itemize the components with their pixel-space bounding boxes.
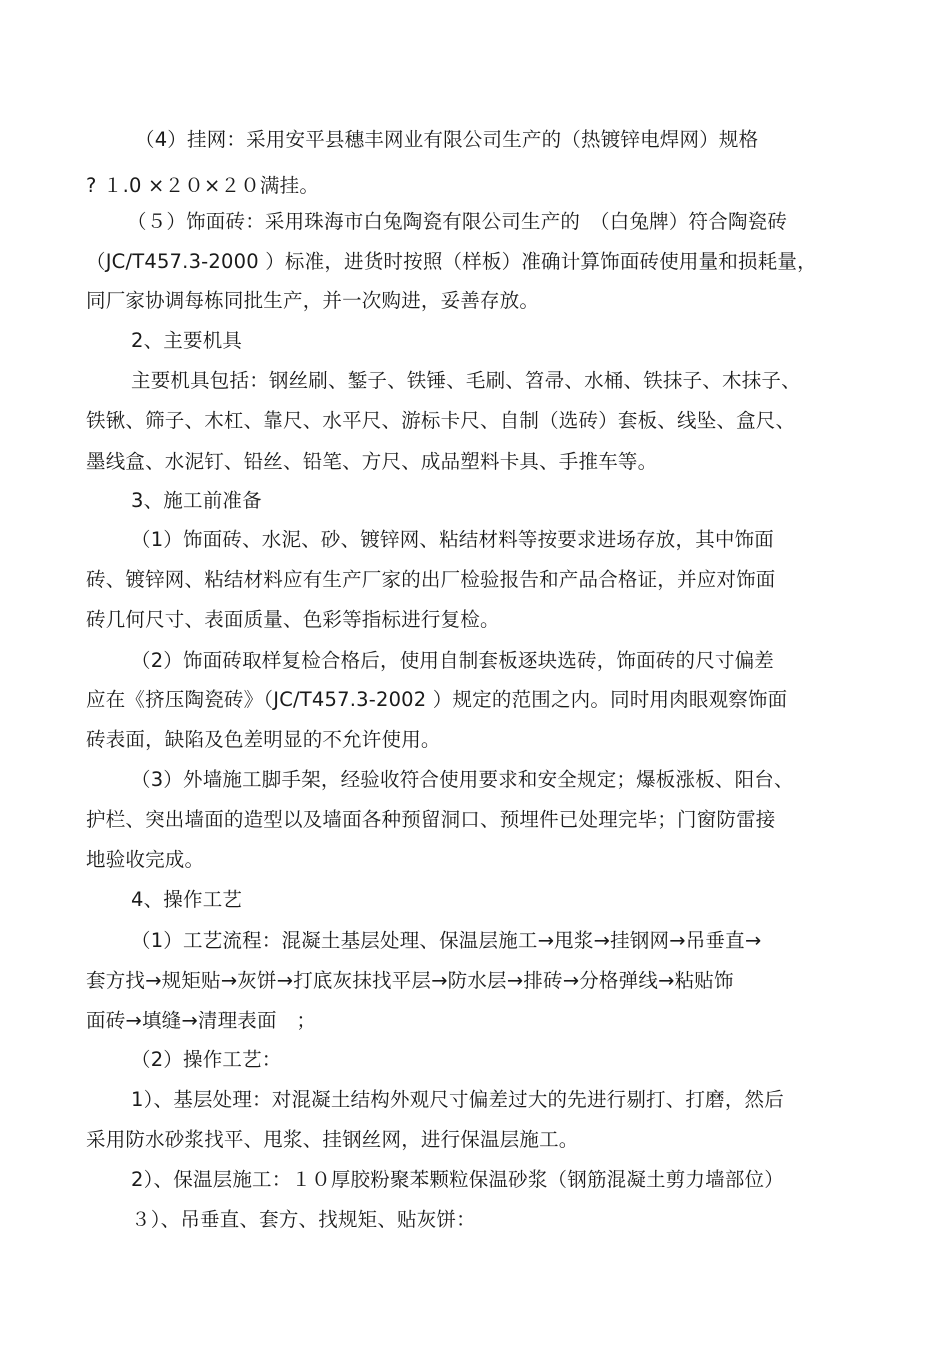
section-heading: 2、主要机具 [131, 329, 243, 352]
paragraph-line: 主要机具包括：钢丝刷、錾子、铁锤、毛刷、笤帚、水桶、铁抹子、木抹子、 [131, 369, 801, 392]
paragraph-line: （JC/T457.3-2000 ）标准，进货时按照（样板）准确计算饰面砖使用量和损耗量， [86, 250, 817, 273]
section-heading: 4、操作工艺 [131, 888, 243, 911]
paragraph-line: （1）饰面砖、水泥、砂、镀锌网、粘结材料等按要求进场存放，其中饰面 [131, 528, 775, 551]
paragraph-line: 墨线盒、水泥钉、铅丝、铅笔、方尺、成品塑料卡具、手推车等。 [86, 450, 658, 473]
section-heading: 3、施工前准备 [131, 489, 262, 512]
paragraph-line: 应在《挤压陶瓷砖》（JC/T457.3-2002 ）规定的范围之内。同时用肉眼观察饰面 [86, 688, 788, 711]
paragraph-line: ３）、吊垂直、套方、找规矩、贴灰饼： [131, 1208, 476, 1231]
paragraph-line: （4）挂网：采用安平县穗丰网业有限公司生产的（热镀锌电焊网）规格 [135, 128, 759, 151]
paragraph-line: （５）饰面砖：采用珠海市白兔陶瓷有限公司生产的 （白兔牌）符合陶瓷砖 [127, 210, 788, 233]
paragraph-line: 采用防水砂浆找平、甩浆、挂钢丝网，进行保温层施工。 [86, 1128, 579, 1151]
paragraph-line: 砖几何尺寸、表面质量、色彩等指标进行复检。 [86, 608, 500, 631]
paragraph-line: 套方找→规矩贴→灰饼→打底灰抹找平层→防水层→排砖→分格弹线→粘贴饰 [86, 969, 734, 992]
paragraph-line: 砖表面，缺陷及色差明显的不允许使用。 [86, 728, 441, 751]
paragraph-line: 地验收完成。 [86, 848, 205, 871]
paragraph-line: 铁锹、筛子、木杠、靠尺、水平尺、游标卡尺、自制（选砖）套板、线坠、盒尺、 [86, 409, 796, 432]
paragraph-line: 2）、保温层施工：１０厚胶粉聚苯颗粒保温砂浆（钢筋混凝土剪力墙部位） [131, 1168, 784, 1191]
paragraph-line: 1）、基层处理：对混凝土结构外观尺寸偏差过大的先进行剔打、打磨，然后 [131, 1088, 784, 1111]
paragraph-line: ? １.0 ×２０×２０满挂。 [86, 174, 320, 197]
subsection-heading: （2）操作工艺： [131, 1048, 282, 1071]
paragraph-line: （1）工艺流程：混凝土基层处理、保温层施工→甩浆→挂钢网→吊垂直→ [131, 929, 762, 952]
paragraph-line: 同厂家协调每栋同批生产，并一次购进，妥善存放。 [86, 289, 540, 312]
paragraph-line: （3）外墙施工脚手架，经验收符合使用要求和安全规定；爆板涨板、阳台、 [131, 768, 794, 791]
paragraph-line: 面砖→填缝→清理表面 ； [86, 1009, 317, 1032]
paragraph-line: 砖、镀锌网、粘结材料应有生产厂家的出厂检验报告和产品合格证，并应对饰面 [86, 568, 776, 591]
paragraph-line: 护栏、突出墙面的造型以及墙面各种预留洞口、预埋件已处理完毕；门窗防雷接 [86, 808, 776, 831]
paragraph-line: （2）饰面砖取样复检合格后，使用自制套板逐块选砖，饰面砖的尺寸偏差 [131, 649, 775, 672]
